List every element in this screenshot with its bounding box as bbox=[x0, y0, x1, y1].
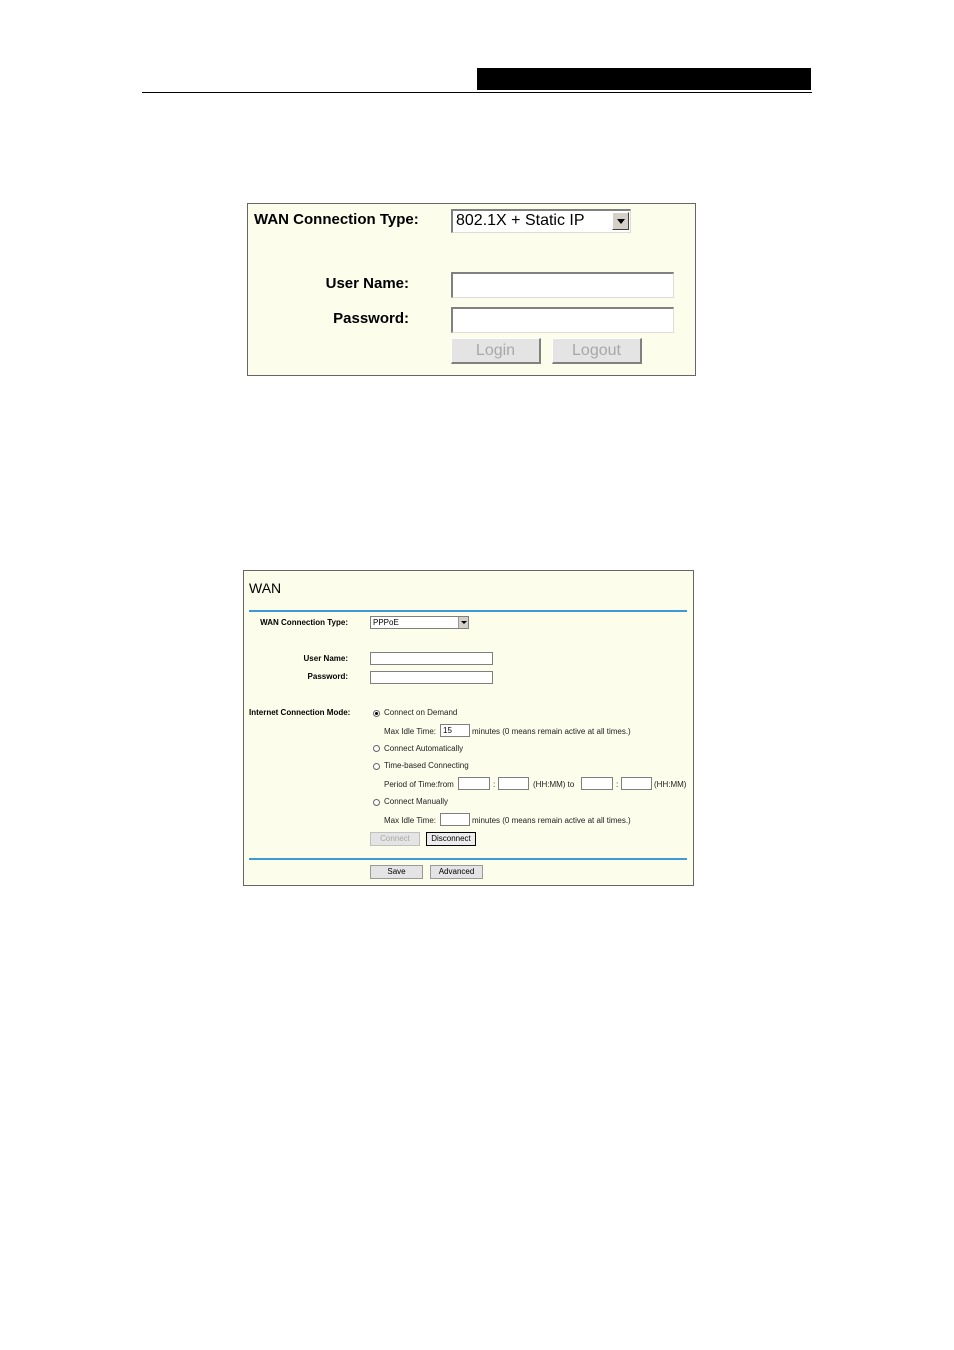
password-label: Password: bbox=[307, 672, 348, 681]
top-divider bbox=[249, 610, 687, 612]
advanced-button[interactable]: Advanced bbox=[430, 865, 483, 879]
period-label: Period of Time:from bbox=[384, 780, 454, 789]
chevron-down-icon[interactable] bbox=[612, 212, 629, 230]
username-label: User Name: bbox=[303, 654, 348, 663]
logout-button[interactable]: Logout bbox=[552, 338, 642, 364]
login-button[interactable]: Login bbox=[451, 338, 541, 364]
from-colon: : bbox=[493, 780, 496, 789]
hhmm-label: (HH:MM) bbox=[654, 780, 687, 789]
max-idle-note: minutes (0 means remain active at all times.) bbox=[472, 727, 631, 736]
connect-on-demand-label: Connect on Demand bbox=[384, 708, 458, 717]
wan-connection-type-label: WAN Connection Type: bbox=[254, 211, 419, 228]
wan-connection-type-select[interactable] bbox=[451, 209, 631, 233]
wan-connection-type-value: 802.1X + Static IP bbox=[456, 212, 585, 229]
max-idle-note-manual: minutes (0 means remain active at all times.) bbox=[472, 816, 631, 825]
radio-connect-on-demand[interactable] bbox=[373, 710, 380, 717]
max-idle-input[interactable] bbox=[440, 724, 470, 737]
header-rule bbox=[142, 92, 812, 93]
page-title: WAN bbox=[249, 580, 282, 596]
max-idle-label: Max Idle Time: bbox=[384, 727, 437, 736]
hhmm-to-label: (HH:MM) to bbox=[533, 780, 575, 789]
connect-automatically-label: Connect Automatically bbox=[384, 744, 464, 753]
header-bar bbox=[477, 68, 811, 90]
to-minute-input[interactable] bbox=[621, 777, 652, 790]
wan-connection-type-label: WAN Connection Type: bbox=[260, 618, 348, 627]
password-label: Password: bbox=[333, 310, 409, 327]
connect-manually-label: Connect Manually bbox=[384, 797, 449, 806]
wan-connection-type-select[interactable] bbox=[370, 616, 469, 629]
from-minute-input[interactable] bbox=[498, 777, 529, 790]
username-input[interactable] bbox=[451, 272, 674, 298]
chevron-down-icon[interactable] bbox=[458, 617, 468, 628]
wan-8021x-panel bbox=[247, 203, 696, 376]
time-based-label: Time-based Connecting bbox=[384, 761, 469, 770]
wan-pppoe-panel bbox=[243, 570, 694, 886]
radio-connect-automatically[interactable] bbox=[373, 745, 380, 752]
save-button[interactable]: Save bbox=[370, 865, 423, 879]
wan-connection-type-value: PPPoE bbox=[373, 618, 399, 627]
radio-connect-manually[interactable] bbox=[373, 799, 380, 806]
max-idle-input-manual[interactable] bbox=[440, 813, 470, 826]
to-hour-input[interactable] bbox=[581, 777, 613, 790]
password-input[interactable] bbox=[370, 671, 493, 684]
connect-button[interactable]: Connect bbox=[370, 832, 420, 846]
max-idle-label-manual: Max Idle Time: bbox=[384, 816, 437, 825]
disconnect-button[interactable]: Disconnect bbox=[426, 832, 476, 846]
max-idle-value: 15 bbox=[443, 726, 452, 735]
username-input[interactable] bbox=[370, 652, 493, 665]
from-hour-input[interactable] bbox=[458, 777, 490, 790]
radio-time-based[interactable] bbox=[373, 763, 380, 770]
bottom-divider bbox=[249, 858, 687, 860]
username-label: User Name: bbox=[325, 275, 409, 292]
to-colon: : bbox=[616, 780, 619, 789]
connection-mode-label: Internet Connection Mode: bbox=[249, 708, 351, 717]
password-input[interactable] bbox=[451, 307, 674, 333]
